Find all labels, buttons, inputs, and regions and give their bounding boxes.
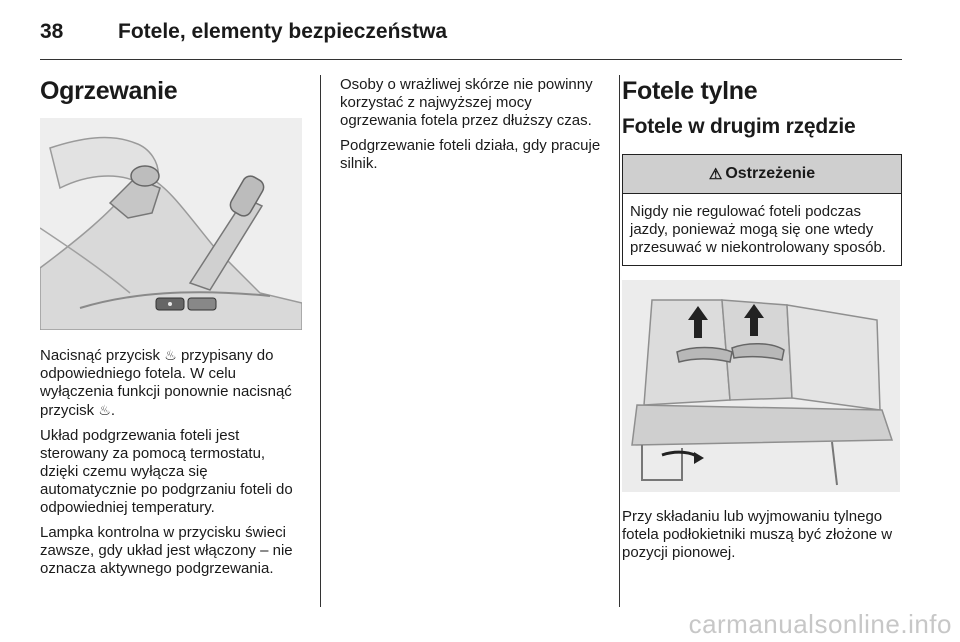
warning-title: Ostrzeżenie xyxy=(725,165,816,182)
page-header xyxy=(40,14,920,50)
rear-seat-illustration xyxy=(622,280,900,492)
paragraph-sensitive-skin: Osoby o wrażliwej skórze nie powinny korzystać z najwyższej mocy ogrzewania fotela przez dłuższy czas. xyxy=(340,76,593,129)
paragraph-thermostat: Układ podgrzewania foteli jest sterowany za pomocą termostatu, dzięki czemu wyłącza się automatycznie po podgrzaniu foteli do odpowiedniej temperatury. xyxy=(40,427,293,516)
seat-heating-icon: ♨ xyxy=(98,402,111,418)
seat-heating-icon: ♨ xyxy=(164,347,177,363)
paragraph-press-button: Nacisnąć przycisk ♨ przypisany do odpowiedniego fotela. W celu wyłączenia funkcji ponownie nacisnąć przycisk ♨. xyxy=(40,347,292,419)
column-divider-1 xyxy=(320,75,321,607)
page-number: 38 xyxy=(40,20,64,43)
header-rule xyxy=(40,59,902,60)
chapter-title: Fotele, elementy bezpieczeństwa xyxy=(118,20,448,43)
paragraph-indicator-lamp: Lampka kontrolna w przycisku świeci zawsze, gdy układ jest włączony – nie oznacza aktywnego podgrzewania. xyxy=(40,524,293,577)
warning-box xyxy=(622,154,902,266)
paragraph-engine-running: Podgrzewanie foteli działa, gdy pracuje silnik. xyxy=(340,137,601,172)
seat-heating-illustration xyxy=(40,118,302,330)
watermark: carmanualsonline.info xyxy=(688,609,952,639)
section-heading-heating: Ogrzewanie xyxy=(40,77,178,105)
warning-body xyxy=(623,194,901,265)
warning-text: Nigdy nie regulować foteli podczas jazdy, ponieważ mogą się one wtedy przesuwać w niekontrolowany sposób. xyxy=(630,203,886,256)
column-heating-continued xyxy=(340,76,605,180)
column-rear-seats xyxy=(622,76,902,569)
warning-header xyxy=(623,155,901,194)
section-heading-rear-seats: Fotele tylne xyxy=(622,77,758,105)
column-heating xyxy=(40,76,302,585)
warning-triangle-icon: ⚠ xyxy=(708,166,723,183)
column-divider-2 xyxy=(619,75,620,607)
paragraph-armrest-caption: Przy składaniu lub wyjmowaniu tylnego fotela podłokietniki muszą być złożone w pozycji pionowej. xyxy=(622,508,893,561)
subsection-heading-second-row: Fotele w drugim rzędzie xyxy=(622,115,856,138)
